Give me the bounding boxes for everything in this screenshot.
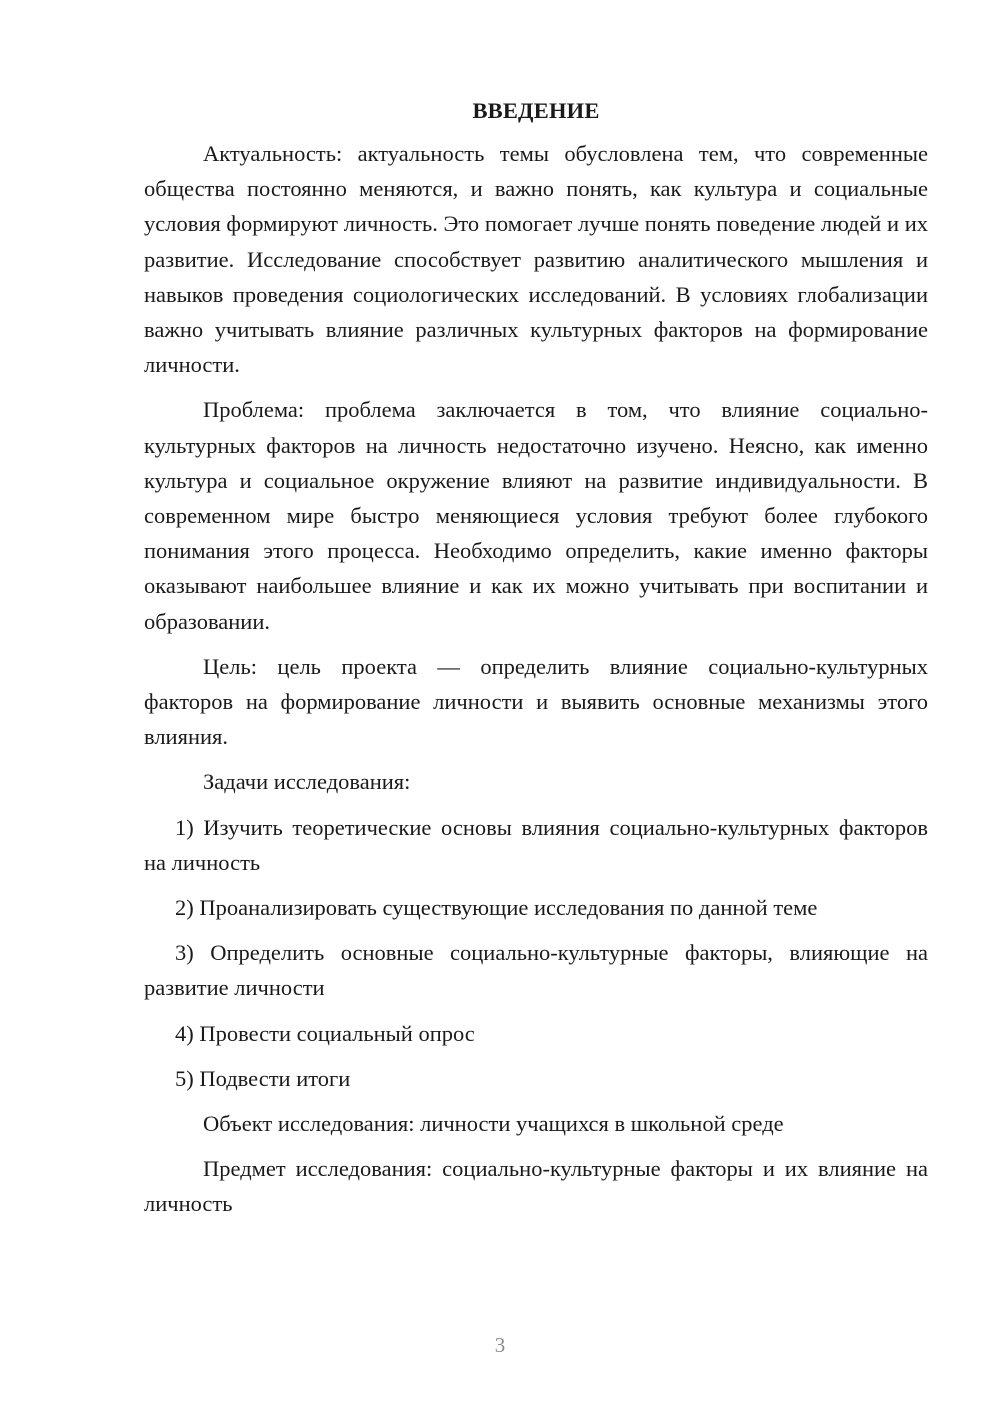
tasks-heading: Задачи исследования: [203,769,411,795]
research-object-paragraph: Объект исследования: личности учащихся в школьной среде [203,1111,784,1137]
task-item-2: 2) Проанализировать существующие исследования по данной теме [175,895,818,921]
page-number: 3 [494,1333,506,1357]
page-content [144,96,928,1232]
task-item-3: 3) Определить основные социально-культурные факторы, влияющие на развитие личности [144,940,928,1001]
goal-paragraph: Цель: цель проекта — определить влияние социально-культурных факторов на формирование личности и выявить основные механизмы этого влияния. [144,653,928,750]
problem-paragraph: Проблема: проблема заключается в том, что влияние социально-культурных факторов на личность недостаточно изучено. Неясно, как именно культура и социальное окружение влияют на развитие индивидуальности. В современном мире быстро меняющиеся условия требуют более глубокого понимания этого процесса. Необходимо определить, какие именно факторы оказывают наибольшее влияние и как их можно учитывать при воспитании и образовании. [144,397,928,634]
task-item-5: 5) Подвести итоги [175,1065,351,1091]
relevance-paragraph: Актуальность: актуальность темы обусловлена тем, что современные общества постоянно меняются, и важно понять, как культура и социальные условия формируют личность. Это помогает лучше понять поведение людей и их развитие. Исследование способствует развитию аналитического мышления и навыков проведения социологических исследований. В условиях глобализации важно учитывать влияние различных культурных факторов на формирование личности. [144,141,928,378]
section-title: ВВЕДЕНИЕ [472,98,600,123]
task-item-1: 1) Изучить теоретические основы влияния социально-культурных факторов на личность [144,814,928,875]
research-subject-paragraph: Предмет исследования: социально-культурные факторы и их влияние на личность [144,1156,928,1217]
task-item-4: 4) Провести социальный опрос [175,1020,475,1046]
